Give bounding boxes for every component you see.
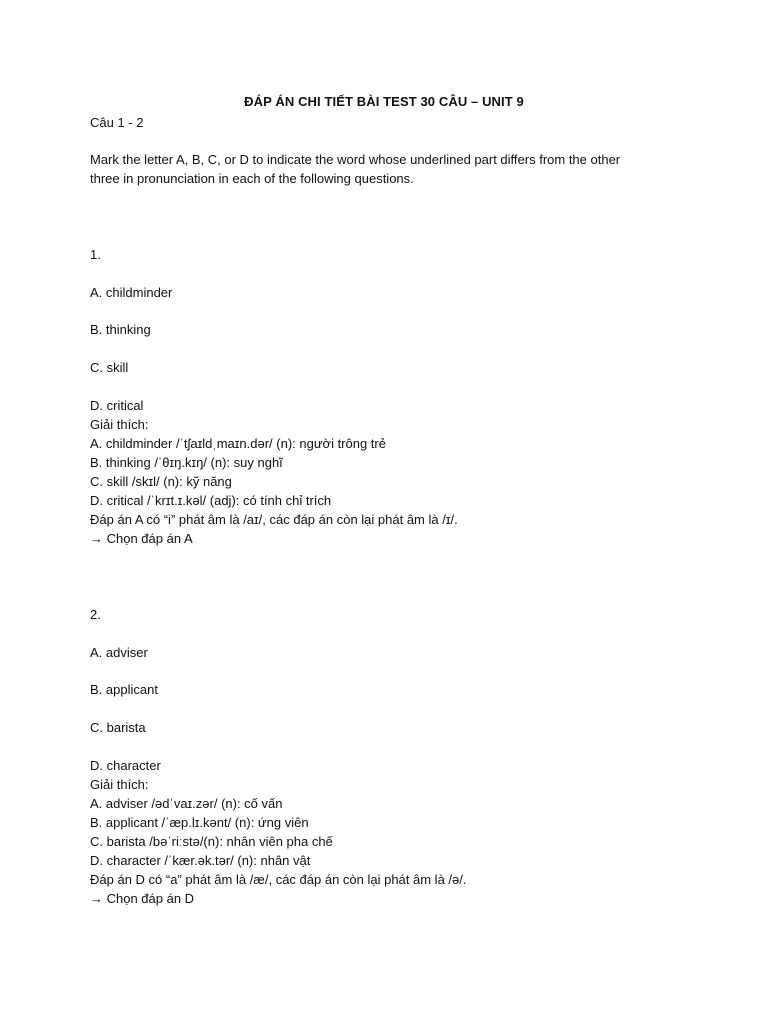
question-number: 2. — [90, 607, 101, 622]
explanation-line: B. applicant /ˈæp.lɪ.kənt/ (n): ứng viên — [90, 815, 309, 830]
explanation-line: B. thinking /ˈθɪŋ.kɪŋ/ (n): suy nghĩ — [90, 455, 283, 470]
explanation-line: A. childminder /ˈtʃaɪldˌmaɪn.dər/ (n): người trông trẻ — [90, 436, 386, 451]
explanation-label: Giải thích: — [90, 417, 149, 432]
explanation-note: Đáp án A có “i” phát âm là /aɪ/, các đáp án còn lại phát âm là /ɪ/. — [90, 512, 458, 527]
option-c: C. skill — [90, 360, 129, 375]
explanation-line: C. barista /bəˈriːstə/(n): nhân viên pha chế — [90, 834, 333, 849]
explanation-note: Đáp án D có “a” phát âm là /æ/, các đáp án còn lại phát âm là /ə/. — [90, 872, 467, 887]
answer-line: → Chọn đáp án D — [90, 891, 195, 906]
option-d: D. character — [90, 758, 161, 773]
document-title: ĐÁP ÁN CHI TIẾT BÀI TEST 30 CÂU – UNIT 9 — [244, 94, 524, 109]
instruction-line-1: Mark the letter A, B, C, or D to indicate the word whose underlined part differs from the other — [90, 152, 621, 167]
option-c: C. barista — [90, 720, 146, 735]
answer-line: → Chọn đáp án A — [90, 531, 193, 546]
option-d: D. critical — [90, 398, 144, 413]
explanation-line: D. critical /ˈkrɪt.ɪ.kəl/ (adj): có tính chỉ trích — [90, 493, 332, 508]
option-b: B. applicant — [90, 682, 158, 697]
section-label: Câu 1 - 2 — [90, 115, 144, 130]
instruction-line-2: three in pronunciation in each of the following questions. — [90, 171, 414, 186]
option-a: A. adviser — [90, 645, 148, 660]
option-b: B. thinking — [90, 322, 151, 337]
explanation-line: A. adviser /ədˈvaɪ.zər/ (n): cố vấn — [90, 796, 283, 811]
explanation-line: C. skill /skɪl/ (n): kỹ năng — [90, 474, 232, 489]
question-number: 1. — [90, 247, 101, 262]
option-a: A. childminder — [90, 285, 173, 300]
explanation-label: Giải thích: — [90, 777, 149, 792]
explanation-line: D. character /ˈkær.ək.tər/ (n): nhân vật — [90, 853, 311, 868]
